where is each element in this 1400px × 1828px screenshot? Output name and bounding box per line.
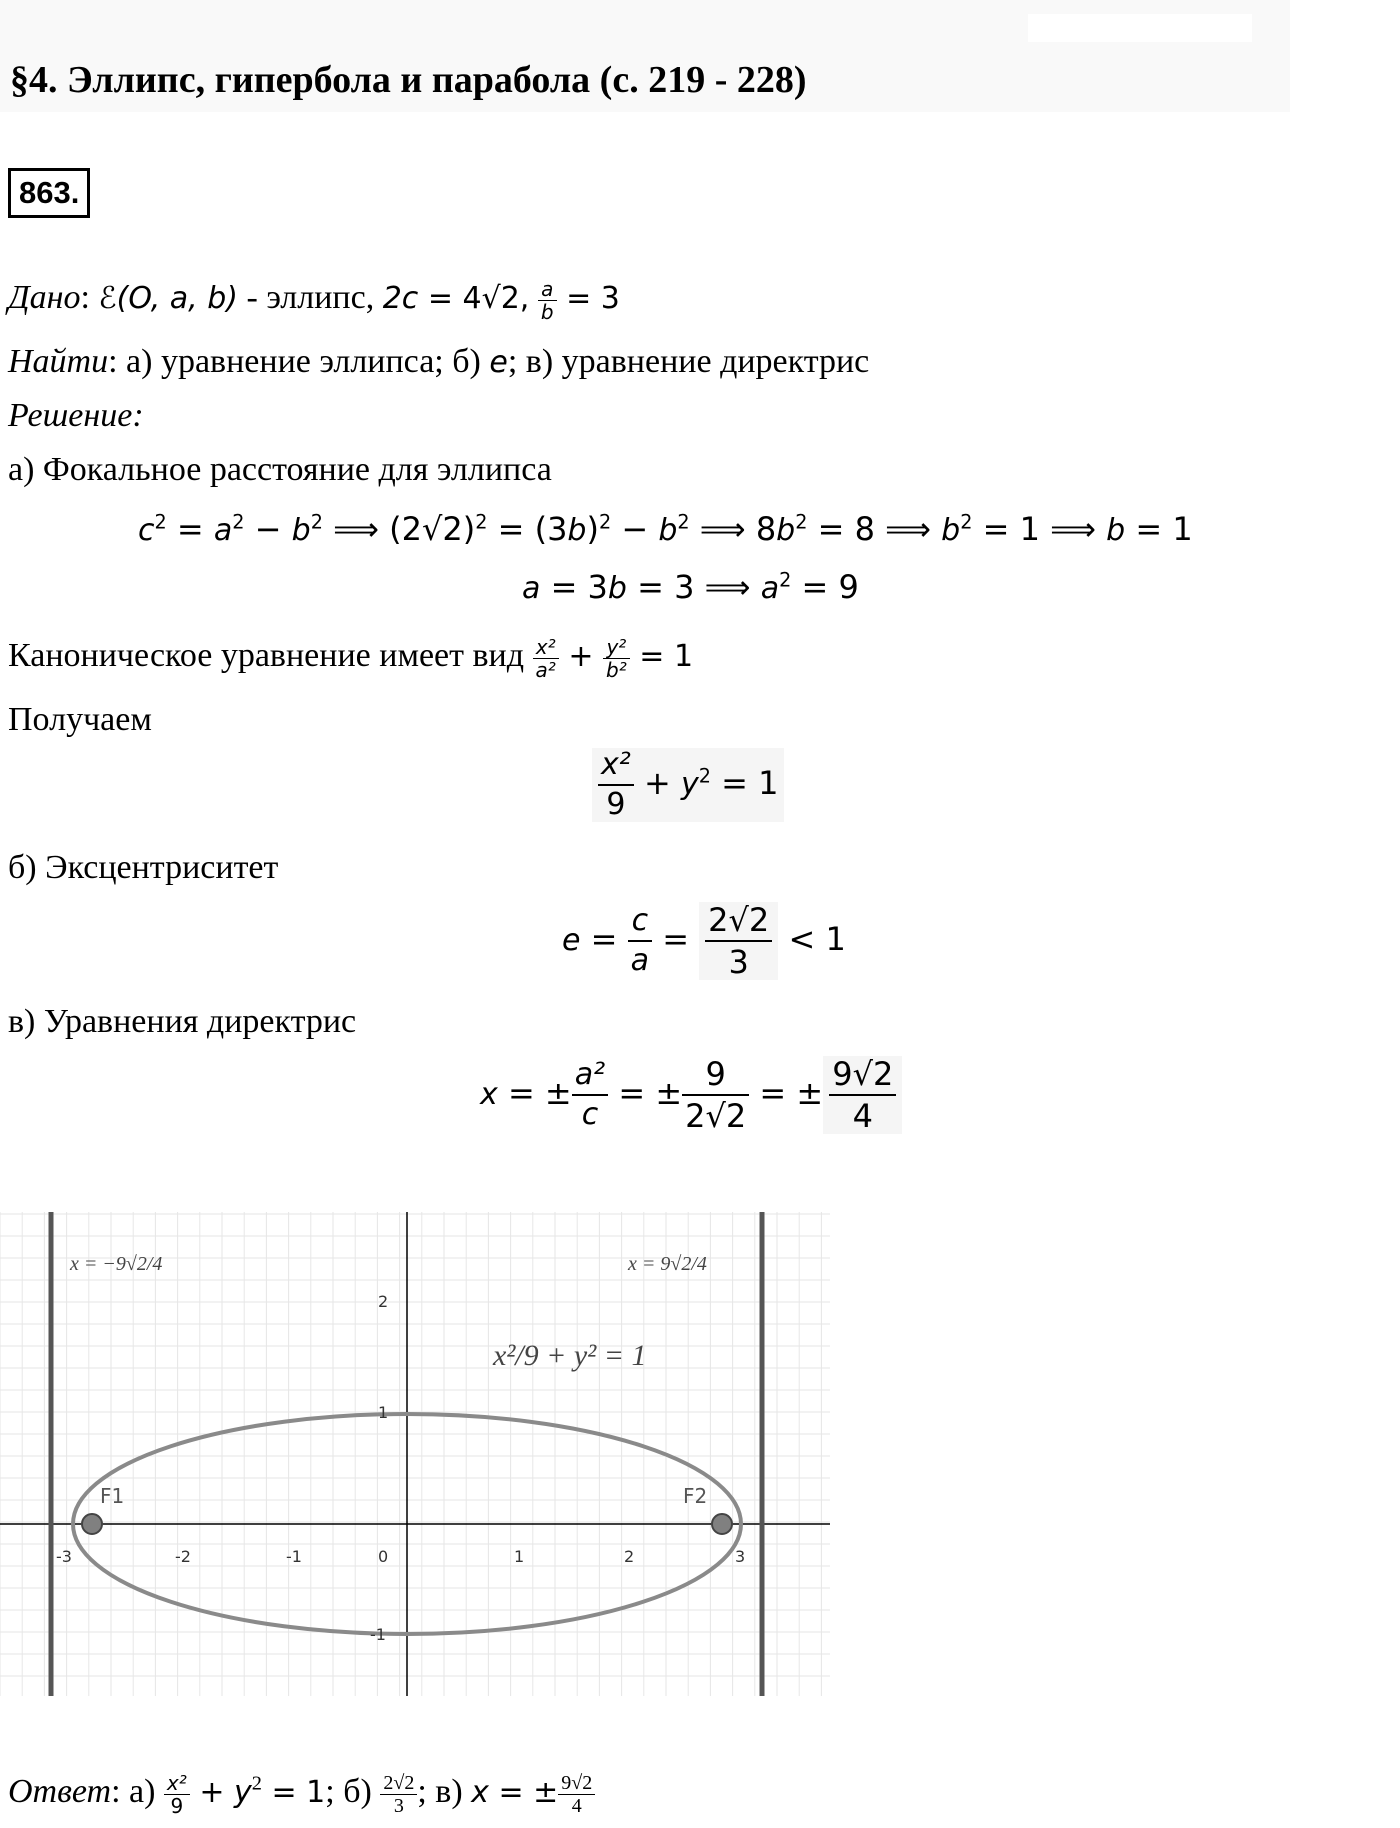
part-a-heading: а) Фокальное расстояние для эллипса xyxy=(8,451,552,488)
directrix-equation: x = ± $\frac{\text{a²}}{c}$ = ± $\frac{9}{2√2}$ = ± $\frac{9√2}{4}$ xyxy=(480,1056,902,1134)
focus-2-label: F2 xyxy=(683,1484,708,1508)
find-label: Найти xyxy=(8,343,109,380)
x-tick-0: 0 xyxy=(378,1547,389,1566)
ellipse-graph xyxy=(0,1200,840,1700)
left-directrix-label: x = −9√2/4 xyxy=(70,1253,163,1275)
equation-focal: $c^2 = a^2 - b^2$ ⟹ $(2√2)^2 = (3b)^2 - b^2$ ⟹ $8b^2 = 8$ ⟹ $b^2 = 1$ ⟹ b = 1 xyxy=(138,510,1193,548)
y-tick-1: 1 xyxy=(378,1403,389,1422)
y-tick-neg1: -1 xyxy=(370,1625,386,1644)
y-tick-2: 2 xyxy=(378,1292,389,1311)
part-c-heading: в) Уравнения директрис xyxy=(8,1003,357,1040)
ellipse-equation-label: x²/9 + y² = 1 xyxy=(493,1339,647,1372)
canonical-text: Каноническое уравнение имеет вид xyxy=(8,637,525,674)
focus-2-point xyxy=(712,1514,732,1534)
eccentricity-equation: e = $\frac{c}{a}$ = $\frac{2√2}{3}$ < 1 xyxy=(562,901,846,981)
x-tick-neg1: -1 xyxy=(286,1547,302,1566)
focus-1-label: F1 xyxy=(100,1484,125,1508)
canonical-line: Каноническое уравнение имеет вид $\frac{\text{x²}}{\text{a²}}$ + $\frac{\text{y²}}{\text{b²}}$ = 1 xyxy=(8,634,694,682)
x-tick-3: 3 xyxy=(735,1547,746,1566)
focus-1-point xyxy=(82,1514,102,1534)
section-title: §4. Эллипс, гипербола и парабола (с. 219 - 228) xyxy=(10,59,807,101)
x-tick-2: 2 xyxy=(624,1547,635,1566)
answer-line: Ответ: а) $\frac{\text{x²}}{9}$ + $y^2 = 1$; б) $\frac{2√2}{3}$ ; в) x = ± $\frac{9√2}{4}$ xyxy=(8,1772,595,1816)
problem-number: 863. xyxy=(8,168,90,218)
given-label: Дано xyxy=(8,279,81,316)
part-b-heading: б) Эксцентриситет xyxy=(8,849,279,886)
header-blank-box xyxy=(1028,14,1252,42)
result-equation: $\frac{\text{x²}}{9}$ + $y^2 = 1$ xyxy=(592,748,784,822)
solution-label: Решение: xyxy=(8,397,144,434)
find-line: Найти: а) уравнение эллипса; б) e; в) уравнение директрис xyxy=(8,343,870,380)
x-tick-neg2: -2 xyxy=(175,1547,191,1566)
given-line: Дано: ℰ(O, a, b) - эллипс, 2c = 4√2, $\frac{a}{b}$ = 3 xyxy=(8,276,620,324)
right-directrix-label: x = 9√2/4 xyxy=(628,1253,707,1275)
answer-label: Ответ xyxy=(8,1773,112,1810)
obtain-text: Получаем xyxy=(8,701,152,738)
equation-a: a = 3b = 3 ⟹ $a^2 = 9$ xyxy=(522,568,859,606)
x-tick-neg3: -3 xyxy=(56,1547,72,1566)
x-tick-1: 1 xyxy=(514,1547,525,1566)
